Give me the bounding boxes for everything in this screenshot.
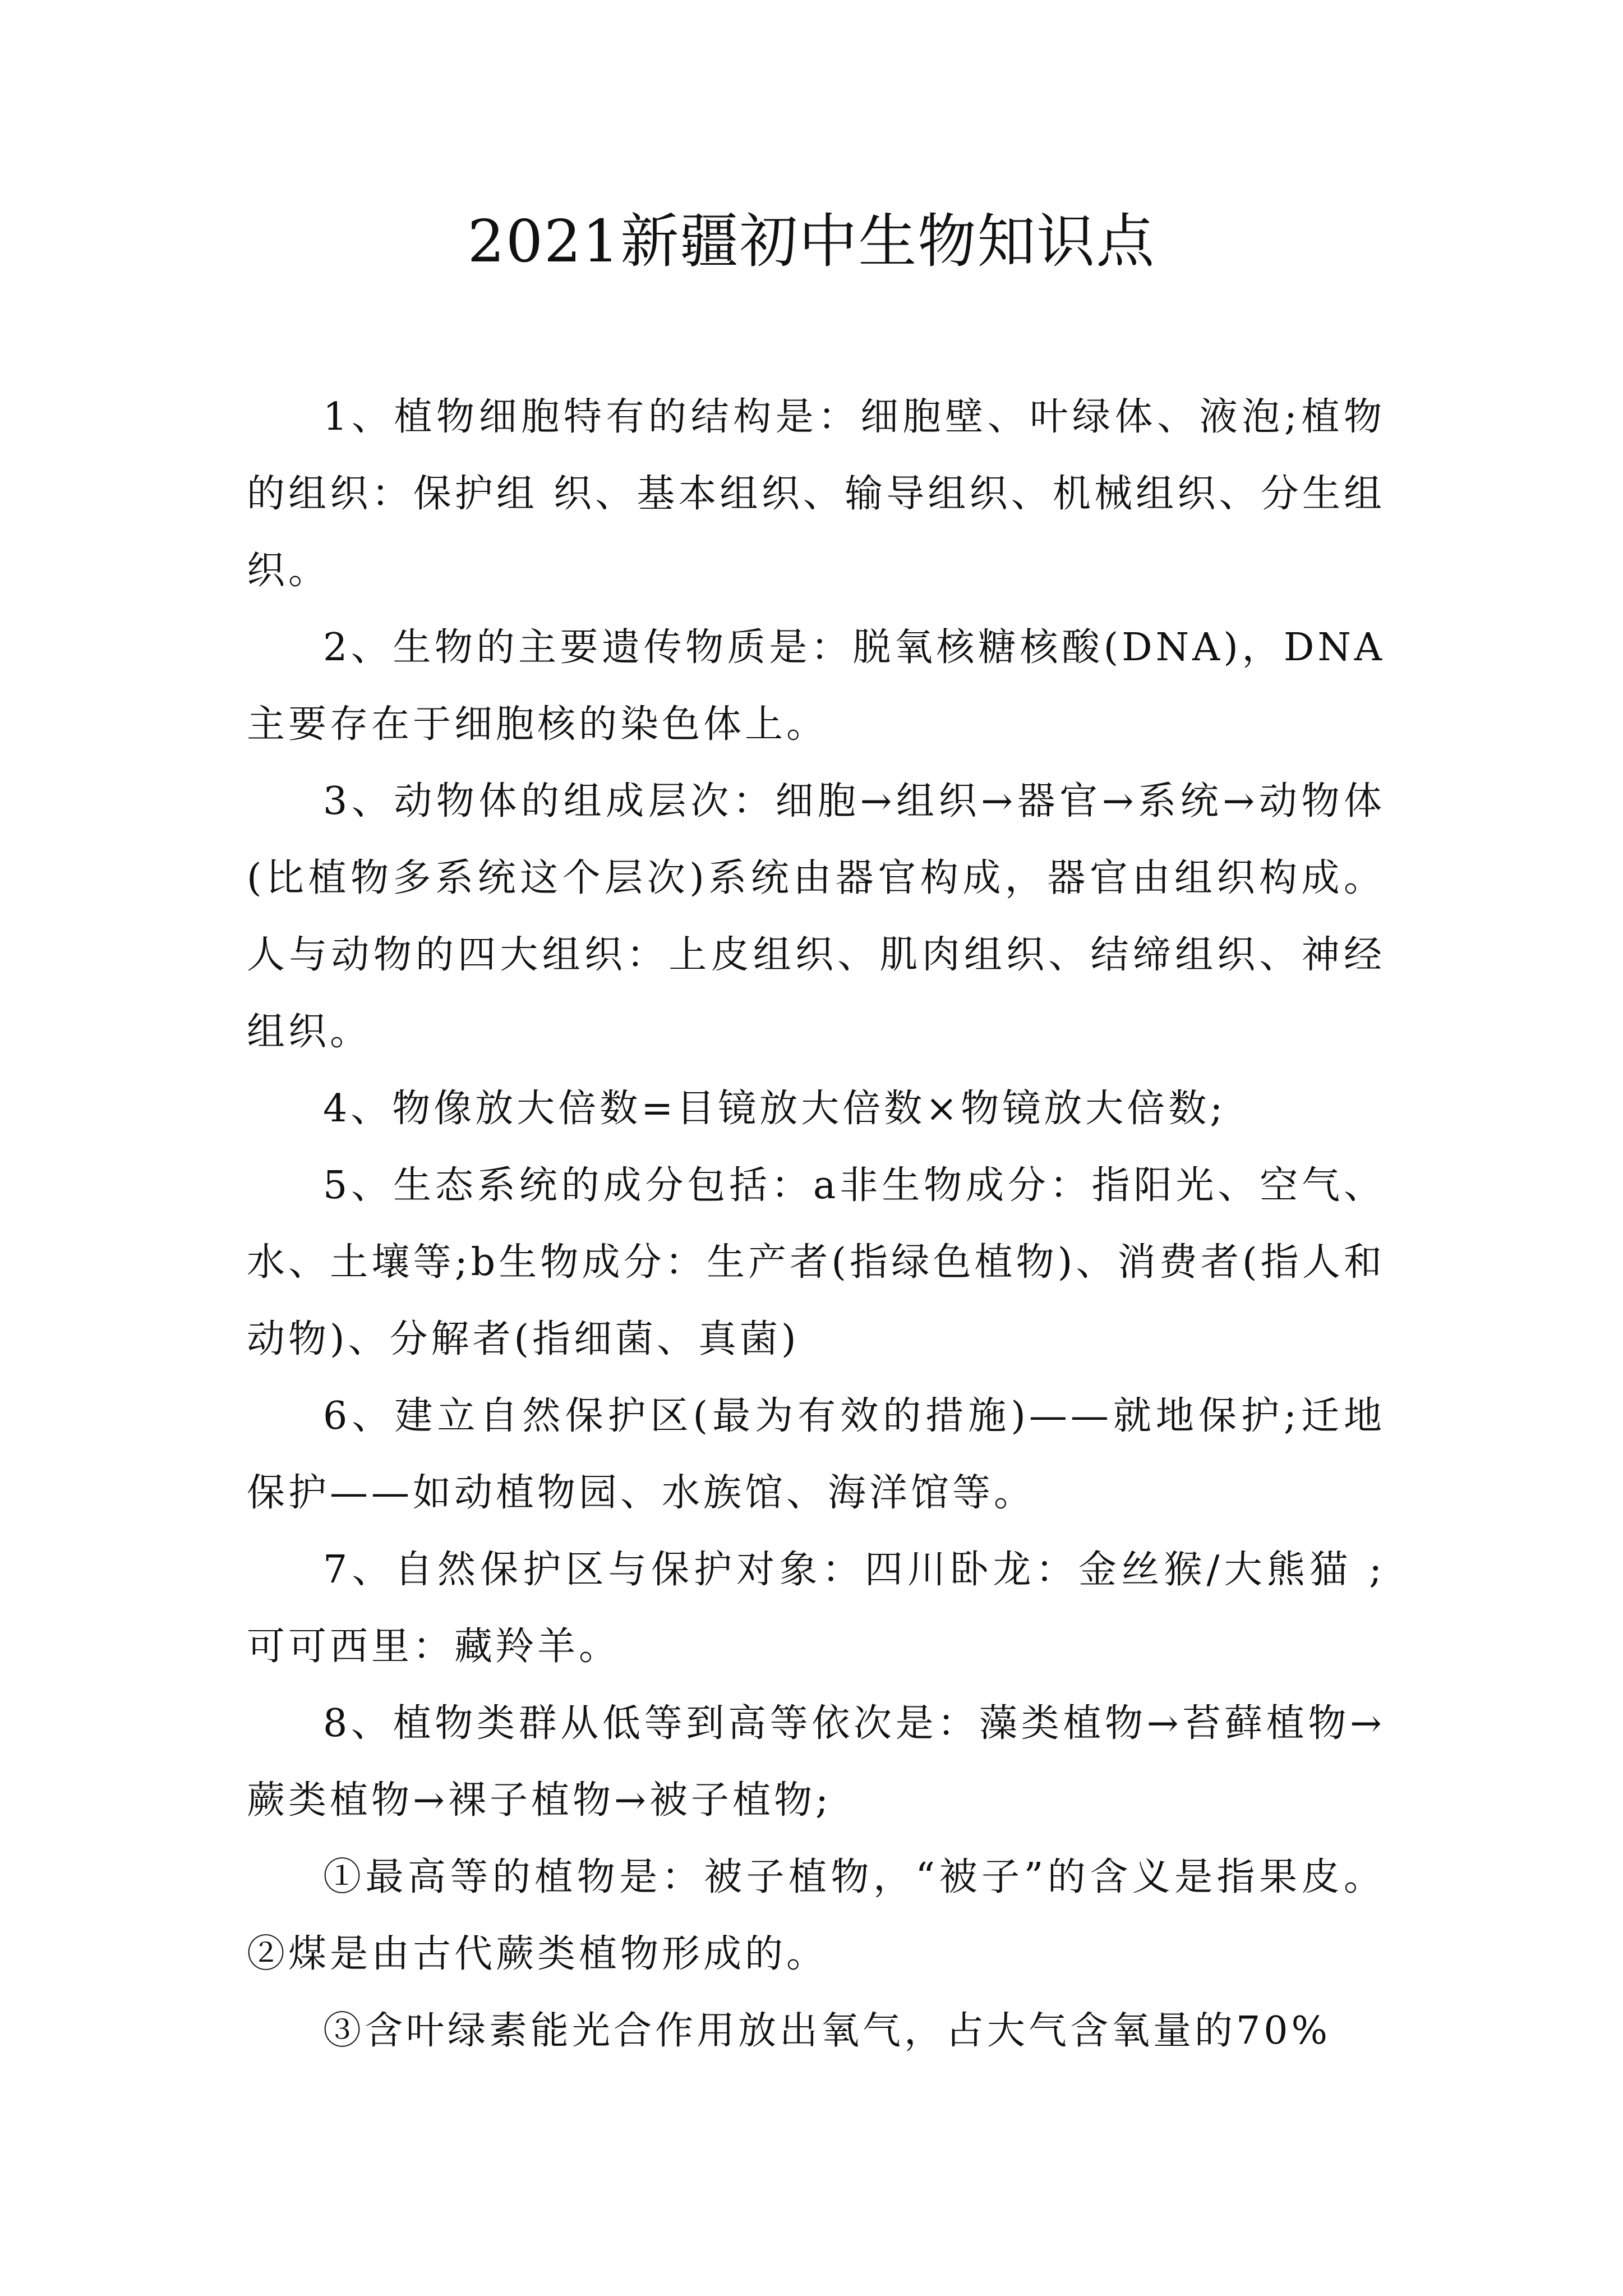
paragraph-5: 5、生态系统的成分包括：a非生物成分：指阳光、空气、水、土壤等;b生物成分：生产者(指绿色植物)、消费者(指人和动物)、分解者(指细菌、真菌) <box>247 1163 1385 1361</box>
document-title: 2021新疆初中生物知识点 <box>467 207 1156 275</box>
paragraph-8: 8、植物类群从低等到高等依次是：藻类植物→苔藓植物→蕨类植物→裸子植物→被子植物; <box>247 1701 1385 1823</box>
paragraph-2: 2、生物的主要遗传物质是：脱氧核糖核酸(DNA)，DNA主要存在于细胞核的染色体上。 <box>247 625 1385 747</box>
paragraph-9: ①最高等的植物是：被子植物，“被子”的含义是指果皮。②煤是由古代蕨类植物形成的。 <box>247 1855 1385 1976</box>
paragraph-4: 4、物像放大倍数=目镜放大倍数×物镜放大倍数; <box>323 1087 1227 1131</box>
paragraph-3: 3、动物体的组成层次：细胞→组织→器官→系统→动物体(比植物多系统这个层次)系统由器官构成，器官由组织构成。人与动物的四大组织：上皮组织、肌肉组织、结缔组织、神经组织。 <box>247 779 1385 1054</box>
paragraph-6: 6、建立自然保护区(最为有效的措施)——就地保护;迁地保护——如动植物园、水族馆、海洋馆等。 <box>247 1394 1385 1515</box>
paragraph-7: 7、自然保护区与保护对象：四川卧龙：金丝猴/大熊猫 ;可可西里：藏羚羊。 <box>247 1548 1385 1669</box>
paragraph-1: 1、植物细胞特有的结构是：细胞壁、叶绿体、液泡;植物的组织：保护组 织、基本组织、输导组织、机械组织、分生组织。 <box>247 395 1385 593</box>
document-body <box>247 379 1385 2069</box>
paragraph-10: ③含叶绿素能光合作用放出氧气，占大气含氧量的70% <box>323 2009 1331 2053</box>
